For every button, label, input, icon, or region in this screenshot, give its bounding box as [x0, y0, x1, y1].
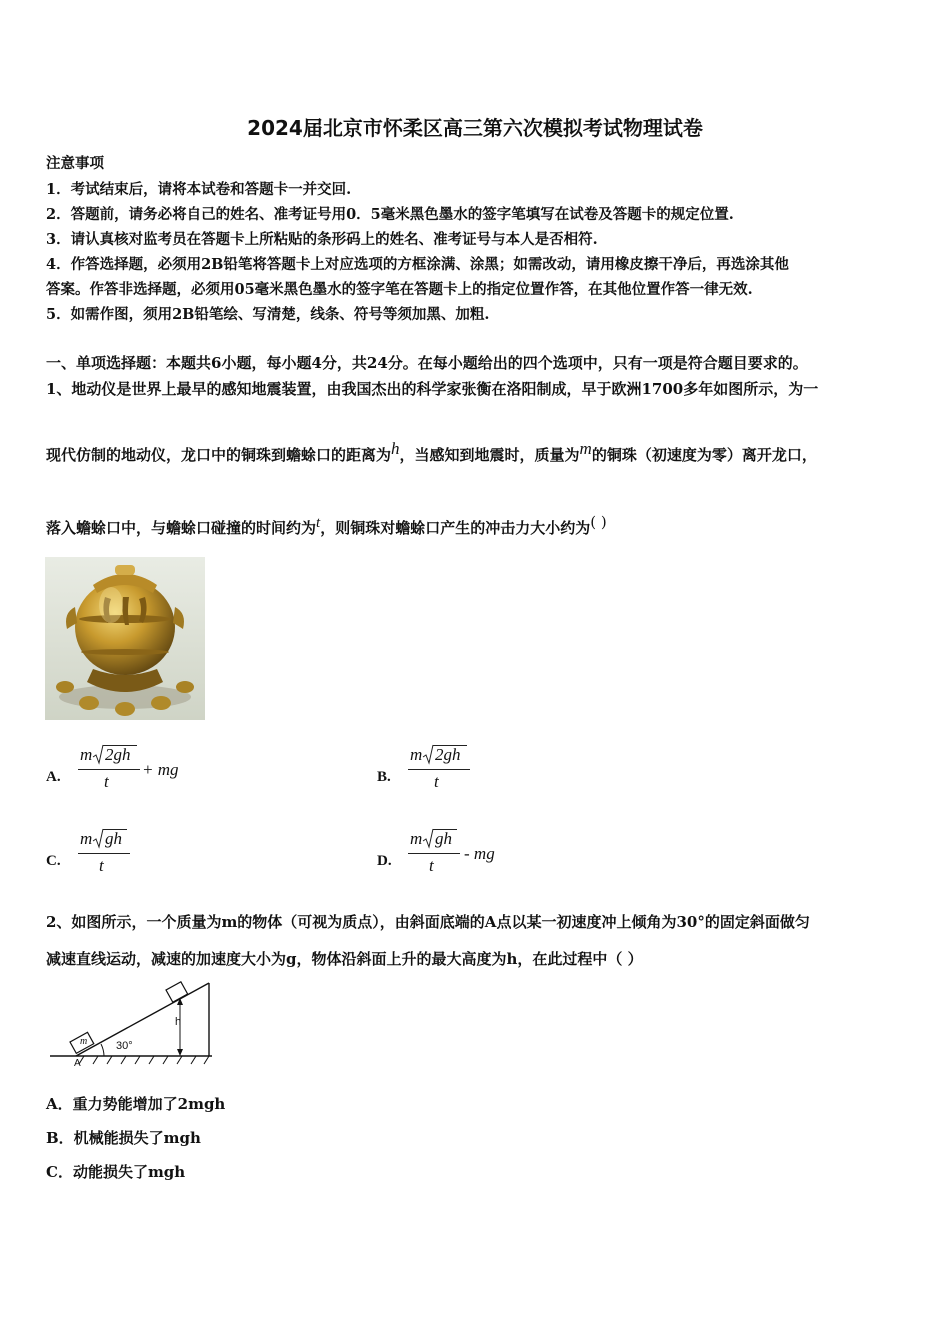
- denominator: t: [434, 772, 439, 791]
- sqrt-sign-icon: [92, 828, 104, 850]
- q1-line1: 1、地动仪是世界上最早的感知地震装置，由我国杰出的科学家张衡在洛阳制成，早于欧洲1700多年如图所示，为一: [46, 380, 819, 398]
- fraction-bar: [78, 853, 130, 854]
- fraction-bar: [408, 853, 460, 854]
- section-heading: 一、单项选择题：本题共6小题，每小题4分，共24分。在每小题给出的四个选项中，只有一项是符合题目要求的。: [46, 354, 808, 372]
- option-c-formula: [78, 829, 132, 879]
- option-a-tail: + mg: [142, 760, 179, 779]
- answer-paren: ( ): [590, 513, 607, 531]
- notice-heading: 注意事项: [46, 155, 104, 172]
- mass-label: m: [80, 1036, 88, 1047]
- numerator-m: m: [80, 745, 93, 764]
- numerator-m: m: [410, 829, 423, 848]
- notice-item: 4．作答选择题，必须用2B铅笔将答题卡上对应选项的方框涂满、涂黑；如需改动，请用橡皮擦干净后，再选涂其他: [46, 256, 789, 273]
- seismograph-image: [45, 557, 205, 720]
- radicand: 2gh: [435, 745, 461, 764]
- q2-line1: 2、如图所示，一个质量为m的物体（可视为质点），由斜面底端的A点以某一初速度冲上倾角为30°的固定斜面做匀: [46, 913, 810, 931]
- q2-option-c: C．动能损失了mgh: [46, 1163, 186, 1181]
- fraction-bar: [408, 769, 470, 770]
- point-a-label: A: [74, 1058, 81, 1069]
- option-d-label: D.: [377, 853, 392, 869]
- q1-line2: [46, 439, 817, 465]
- q1-text: 现代仿制的地动仪，龙口中的铜珠到蟾蜍口的距离为: [46, 446, 392, 464]
- option-d-tail: - mg: [464, 844, 495, 863]
- q1-text: ，当感知到地震时，质量为: [399, 446, 580, 464]
- notice-item: 5．如需作图，须用2B铅笔绘、写清楚，线条、符号等须加黑、加粗.: [46, 306, 490, 323]
- option-c-label: C.: [46, 853, 61, 869]
- sqrt-sign-icon: [92, 744, 104, 766]
- q2-option-a: A．重力势能增加了2mgh: [46, 1095, 226, 1113]
- fraction-bar: [78, 769, 140, 770]
- q2-line2: 减速直线运动，减速的加速度大小为g，物体沿斜面上升的最大高度为h，在此过程中（ ）: [46, 950, 643, 968]
- option-d-formula: [408, 829, 462, 879]
- denominator: t: [104, 772, 109, 791]
- numerator-m: m: [410, 745, 423, 764]
- notice-item: 答案。作答非选择题，必须用05毫米黑色墨水的签字笔在答题卡上的指定位置作答，在其他位置作答一律无效.: [46, 281, 753, 298]
- sqrt-sign-icon: [422, 828, 434, 850]
- q2-option-b: B．机械能损失了mgh: [46, 1129, 201, 1147]
- q1-line3: [46, 513, 607, 538]
- denominator: t: [429, 856, 434, 875]
- numerator-m: m: [80, 829, 93, 848]
- height-label: h: [175, 1016, 182, 1028]
- q1-text: 落入蟾蜍口中，与蟾蜍口碰撞的时间约为: [46, 519, 317, 537]
- radicand: gh: [105, 829, 122, 848]
- incline-figure: [46, 978, 216, 1074]
- var-m: m: [579, 439, 592, 458]
- radicand: 2gh: [105, 745, 131, 764]
- radicand: gh: [435, 829, 452, 848]
- option-b-label: B.: [377, 769, 391, 785]
- page-title: 2024届北京市怀柔区高三第六次模拟考试物理试卷: [247, 116, 703, 140]
- denominator: t: [99, 856, 104, 875]
- option-a-formula: [78, 745, 140, 795]
- q1-text: ，则铜珠对蟾蜍口产生的冲击力大小约为: [320, 519, 591, 537]
- option-b-formula: [408, 745, 470, 795]
- var-t: t: [316, 515, 321, 531]
- notice-item: 1．考试结束后，请将本试卷和答题卡一并交回.: [46, 181, 352, 198]
- q1-text: 的铜珠（初速度为零）离开龙口，: [591, 446, 817, 464]
- notice-item: 2．答题前，请务必将自己的姓名、准考证号用0．5毫米黑色墨水的签字笔填写在试卷及答题卡的规定位置.: [46, 206, 734, 223]
- notice-item: 3．请认真核对监考员在答题卡上所粘贴的条形码上的姓名、准考证号与本人是否相符.: [46, 231, 598, 248]
- option-a-label: A.: [46, 769, 61, 785]
- angle-label: 30°: [116, 1040, 133, 1052]
- sqrt-sign-icon: [422, 744, 434, 766]
- incline-diagram: [46, 978, 216, 1074]
- seismograph-photo: [45, 557, 205, 720]
- var-h: h: [391, 439, 400, 458]
